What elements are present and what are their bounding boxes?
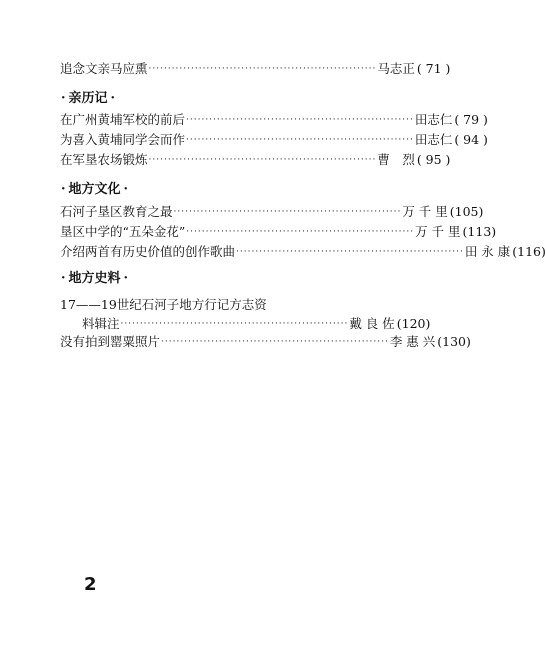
dot-leader: ··························································· [148,155,377,165]
section-heading [58,90,118,108]
entry-author: 田志仁 [414,112,453,127]
entry-author: 马志正 [377,61,415,76]
section-dot: · [61,91,66,106]
section-dot: · [110,91,116,106]
toc-entry [60,203,484,221]
toc-entry [60,333,471,351]
page-number: 2 [84,574,97,595]
dot-leader: ··························································· [120,319,349,329]
entry-author: 田志仁 [414,132,453,147]
entry-title: 在广州黄埔军校的前后 [60,112,186,127]
entry-title-line2: 料辑注 [82,316,120,331]
toc-entry [82,315,431,333]
entry-title: 垦区中学的“五朵金花” [60,224,186,239]
section-heading [58,270,131,288]
entry-page: ( 94 ) [454,132,488,147]
toc-entry [60,60,451,78]
entry-title: 没有拍到罂粟照片 [60,334,161,349]
entry-page: ( 95 ) [416,152,451,167]
entry-author: 曹 烈 [377,152,415,167]
dot-leader: ··························································· [161,337,389,347]
entry-title: 追念文亲马应熏 [60,61,148,76]
entry-page: (105) [449,204,484,219]
toc-entry [60,131,488,149]
section-heading [58,181,131,199]
section-dot: · [123,271,129,286]
section-dot: · [61,182,66,197]
entry-page: (113) [462,224,497,239]
entry-title: 为喜入黄埔同学会而作 [60,132,186,147]
toc-entry [60,151,451,169]
section-title: 亲历记 [68,91,108,106]
toc-entry [60,111,488,129]
entry-author: 万 千 里 [402,204,448,219]
entry-title: 在军垦农场锻炼 [60,152,148,167]
entry-title-line1: 17——19世纪石河子地方行记方志资 [60,297,267,312]
section-dot: · [123,182,129,197]
toc-entry [60,243,546,261]
entry-author: 李 惠 兴 [389,334,436,349]
entry-author: 田 永 康 [464,244,511,259]
entry-page: ( 71 ) [416,61,451,76]
section-title: 地方文化 [68,182,121,197]
dot-leader: ··························································· [173,207,402,217]
dot-leader: ··························································· [148,64,377,74]
toc-entry [60,223,497,241]
entry-title: 石河子垦区教育之最 [60,204,173,219]
entry-page: ( 79 ) [454,112,488,127]
entry-author: 万 千 里 [415,224,461,239]
dot-leader: ··························································· [186,227,415,237]
entry-page: (116) [512,244,546,259]
dot-leader: ··························································· [236,247,464,257]
dot-leader: ··························································· [186,135,414,145]
entry-title: 介绍两首有历史价值的创作歌曲 [60,244,236,259]
entry-author: 戴 良 佐 [349,316,395,331]
section-title: 地方史料 [68,271,121,286]
entry-page: (130) [437,334,471,349]
dot-leader: ··························································· [186,115,414,125]
section-dot: · [61,271,66,286]
entry-page: (120) [396,316,431,331]
